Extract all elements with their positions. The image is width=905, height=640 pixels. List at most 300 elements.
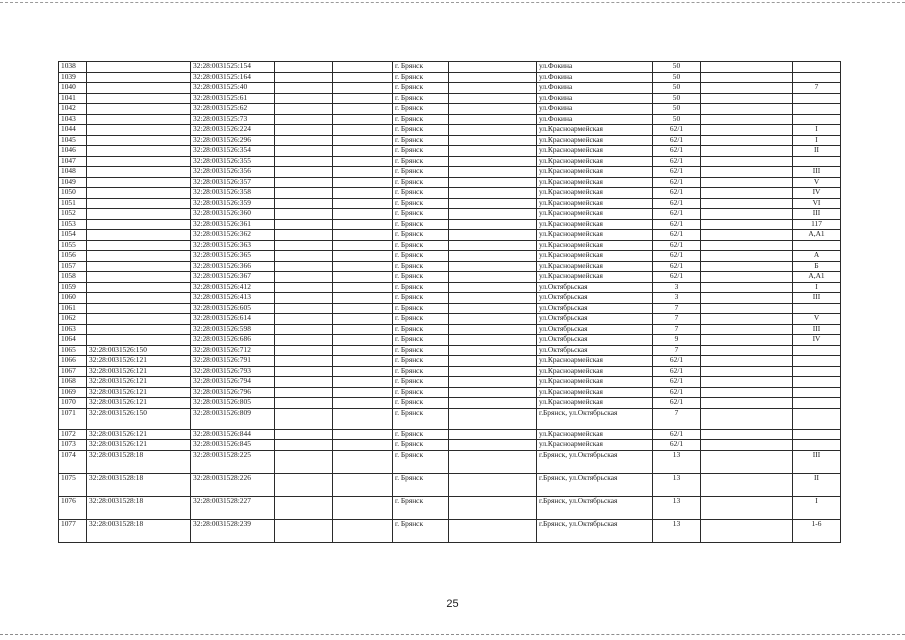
blank-cell-2: [333, 473, 393, 496]
parent-cadastral-cell: [87, 240, 191, 251]
city-cell: г. Брянск: [393, 366, 449, 377]
parent-cadastral-cell: [87, 114, 191, 125]
blank-cell-4: [701, 324, 793, 335]
parent-cadastral-cell: [87, 167, 191, 178]
cadastral-number-cell: 32:28:0031526:224: [191, 125, 275, 136]
blank-cell-2: [333, 345, 393, 356]
parent-cadastral-cell: [87, 104, 191, 115]
cadastral-number-cell: 32:28:0031526:367: [191, 272, 275, 283]
row-number-cell: 1070: [59, 398, 87, 409]
premises-cell: III: [793, 167, 841, 178]
street-cell: ул.Фокина: [537, 72, 653, 83]
cadastral-number-cell: 32:28:0031526:598: [191, 324, 275, 335]
table-row: [59, 440, 841, 451]
blank-cell-3: [449, 377, 537, 388]
blank-cell-1: [275, 177, 333, 188]
premises-cell: I: [793, 135, 841, 146]
blank-cell-1: [275, 261, 333, 272]
street-cell: ул.Октябрьская: [537, 282, 653, 293]
row-number-cell: 1047: [59, 156, 87, 167]
scan-edge-bottom: [0, 634, 905, 635]
city-cell: г. Брянск: [393, 72, 449, 83]
blank-cell-4: [701, 230, 793, 241]
premises-cell: [793, 377, 841, 388]
page-number: 25: [446, 598, 459, 610]
blank-cell-2: [333, 450, 393, 473]
blank-cell-4: [701, 473, 793, 496]
street-cell: ул.Красноармейская: [537, 135, 653, 146]
street-cell: ул.Октябрьская: [537, 345, 653, 356]
cadastral-number-cell: 32:28:0031526:413: [191, 293, 275, 304]
blank-cell-4: [701, 93, 793, 104]
house-number-cell: 50: [653, 62, 701, 73]
blank-cell-2: [333, 62, 393, 73]
table-row: [59, 198, 841, 209]
blank-cell-2: [333, 135, 393, 146]
blank-cell-3: [449, 188, 537, 199]
blank-cell-1: [275, 72, 333, 83]
city-cell: г. Брянск: [393, 188, 449, 199]
blank-cell-4: [701, 125, 793, 136]
table-row: [59, 261, 841, 272]
premises-cell: II: [793, 473, 841, 496]
street-cell: г.Брянск, ул.Октябрьская: [537, 408, 653, 429]
parent-cadastral-cell: [87, 62, 191, 73]
blank-cell-2: [333, 366, 393, 377]
table-row: [59, 519, 841, 542]
blank-cell-3: [449, 177, 537, 188]
premises-cell: А: [793, 251, 841, 262]
parent-cadastral-cell: [87, 177, 191, 188]
blank-cell-4: [701, 429, 793, 440]
blank-cell-3: [449, 356, 537, 367]
house-number-cell: 62/1: [653, 156, 701, 167]
street-cell: ул.Красноармейская: [537, 219, 653, 230]
blank-cell-3: [449, 335, 537, 346]
blank-cell-1: [275, 314, 333, 325]
premises-cell: [793, 408, 841, 429]
parent-cadastral-cell: [87, 93, 191, 104]
cadastral-number-cell: 32:28:0031525:73: [191, 114, 275, 125]
blank-cell-1: [275, 408, 333, 429]
row-number-cell: 1068: [59, 377, 87, 388]
parent-cadastral-cell: 32:28:0031528:18: [87, 496, 191, 519]
cadastral-number-cell: 32:28:0031526:844: [191, 429, 275, 440]
blank-cell-1: [275, 188, 333, 199]
house-number-cell: 13: [653, 496, 701, 519]
blank-cell-1: [275, 62, 333, 73]
parent-cadastral-cell: 32:28:0031526:150: [87, 408, 191, 429]
parent-cadastral-cell: 32:28:0031526:121: [87, 429, 191, 440]
table-row: [59, 377, 841, 388]
house-number-cell: 62/1: [653, 219, 701, 230]
cadastral-number-cell: 32:28:0031526:359: [191, 198, 275, 209]
city-cell: г. Брянск: [393, 146, 449, 157]
blank-cell-3: [449, 146, 537, 157]
parent-cadastral-cell: [87, 230, 191, 241]
cadastral-number-cell: 32:28:0031526:357: [191, 177, 275, 188]
blank-cell-1: [275, 398, 333, 409]
street-cell: ул.Красноармейская: [537, 356, 653, 367]
table-body: [59, 62, 841, 543]
blank-cell-4: [701, 62, 793, 73]
blank-cell-1: [275, 324, 333, 335]
street-cell: ул.Фокина: [537, 93, 653, 104]
blank-cell-2: [333, 146, 393, 157]
row-number-cell: 1042: [59, 104, 87, 115]
premises-cell: [793, 429, 841, 440]
row-number-cell: 1038: [59, 62, 87, 73]
table-row: [59, 282, 841, 293]
house-number-cell: 62/1: [653, 377, 701, 388]
house-number-cell: 3: [653, 282, 701, 293]
blank-cell-2: [333, 240, 393, 251]
street-cell: ул.Красноармейская: [537, 272, 653, 283]
table-row: [59, 335, 841, 346]
table-row: [59, 314, 841, 325]
blank-cell-1: [275, 104, 333, 115]
city-cell: г. Брянск: [393, 114, 449, 125]
blank-cell-4: [701, 303, 793, 314]
blank-cell-4: [701, 104, 793, 115]
blank-cell-3: [449, 156, 537, 167]
blank-cell-4: [701, 272, 793, 283]
house-number-cell: 62/1: [653, 251, 701, 262]
table-row: [59, 104, 841, 115]
blank-cell-4: [701, 83, 793, 94]
house-number-cell: 3: [653, 293, 701, 304]
blank-cell-2: [333, 303, 393, 314]
blank-cell-4: [701, 135, 793, 146]
blank-cell-1: [275, 83, 333, 94]
row-number-cell: 1071: [59, 408, 87, 429]
blank-cell-3: [449, 387, 537, 398]
blank-cell-3: [449, 303, 537, 314]
house-number-cell: 62/1: [653, 167, 701, 178]
blank-cell-3: [449, 240, 537, 251]
parent-cadastral-cell: [87, 303, 191, 314]
row-number-cell: 1050: [59, 188, 87, 199]
house-number-cell: 50: [653, 72, 701, 83]
cadastral-number-cell: 32:28:0031526:366: [191, 261, 275, 272]
row-number-cell: 1048: [59, 167, 87, 178]
blank-cell-2: [333, 272, 393, 283]
premises-cell: III: [793, 209, 841, 220]
table-row: [59, 62, 841, 73]
street-cell: ул.Красноармейская: [537, 156, 653, 167]
city-cell: г. Брянск: [393, 261, 449, 272]
blank-cell-3: [449, 261, 537, 272]
premises-cell: I: [793, 282, 841, 293]
premises-cell: [793, 156, 841, 167]
row-number-cell: 1043: [59, 114, 87, 125]
city-cell: г. Брянск: [393, 314, 449, 325]
cadastral-number-cell: 32:28:0031525:154: [191, 62, 275, 73]
blank-cell-2: [333, 377, 393, 388]
blank-cell-4: [701, 356, 793, 367]
row-number-cell: 1052: [59, 209, 87, 220]
table-row: [59, 345, 841, 356]
blank-cell-2: [333, 251, 393, 262]
street-cell: г.Брянск, ул.Октябрьская: [537, 496, 653, 519]
row-number-cell: 1045: [59, 135, 87, 146]
table-row: [59, 114, 841, 125]
blank-cell-1: [275, 496, 333, 519]
blank-cell-3: [449, 345, 537, 356]
street-cell: ул.Красноармейская: [537, 240, 653, 251]
blank-cell-3: [449, 230, 537, 241]
blank-cell-2: [333, 429, 393, 440]
blank-cell-3: [449, 62, 537, 73]
blank-cell-2: [333, 314, 393, 325]
blank-cell-2: [333, 230, 393, 241]
parent-cadastral-cell: [87, 72, 191, 83]
blank-cell-1: [275, 387, 333, 398]
street-cell: г.Брянск, ул.Октябрьская: [537, 450, 653, 473]
city-cell: г. Брянск: [393, 230, 449, 241]
city-cell: г. Брянск: [393, 282, 449, 293]
row-number-cell: 1061: [59, 303, 87, 314]
parent-cadastral-cell: [87, 324, 191, 335]
premises-cell: А,А1: [793, 272, 841, 283]
parent-cadastral-cell: 32:28:0031526:121: [87, 356, 191, 367]
city-cell: г. Брянск: [393, 496, 449, 519]
blank-cell-2: [333, 408, 393, 429]
table-row: [59, 366, 841, 377]
blank-cell-1: [275, 272, 333, 283]
cadastral-number-cell: 32:28:0031526:356: [191, 167, 275, 178]
parent-cadastral-cell: [87, 335, 191, 346]
parent-cadastral-cell: [87, 272, 191, 283]
blank-cell-1: [275, 473, 333, 496]
city-cell: г. Брянск: [393, 398, 449, 409]
blank-cell-1: [275, 156, 333, 167]
blank-cell-4: [701, 387, 793, 398]
city-cell: г. Брянск: [393, 324, 449, 335]
row-number-cell: 1067: [59, 366, 87, 377]
blank-cell-1: [275, 377, 333, 388]
blank-cell-2: [333, 72, 393, 83]
parent-cadastral-cell: [87, 251, 191, 262]
row-number-cell: 1053: [59, 219, 87, 230]
blank-cell-2: [333, 261, 393, 272]
blank-cell-3: [449, 135, 537, 146]
city-cell: г. Брянск: [393, 272, 449, 283]
parent-cadastral-cell: 32:28:0031528:18: [87, 450, 191, 473]
row-number-cell: 1062: [59, 314, 87, 325]
premises-cell: [793, 356, 841, 367]
blank-cell-2: [333, 440, 393, 451]
blank-cell-3: [449, 450, 537, 473]
blank-cell-3: [449, 293, 537, 304]
parent-cadastral-cell: 32:28:0031526:121: [87, 377, 191, 388]
city-cell: г. Брянск: [393, 125, 449, 136]
parent-cadastral-cell: 32:28:0031528:18: [87, 473, 191, 496]
city-cell: г. Брянск: [393, 335, 449, 346]
blank-cell-4: [701, 398, 793, 409]
city-cell: г. Брянск: [393, 251, 449, 262]
row-number-cell: 1055: [59, 240, 87, 251]
premises-cell: 7: [793, 83, 841, 94]
table-row: [59, 251, 841, 262]
blank-cell-4: [701, 261, 793, 272]
city-cell: г. Брянск: [393, 198, 449, 209]
blank-cell-2: [333, 167, 393, 178]
city-cell: г. Брянск: [393, 450, 449, 473]
cadastral-number-cell: 32:28:0031528:225: [191, 450, 275, 473]
house-number-cell: 50: [653, 114, 701, 125]
cadastral-number-cell: 32:28:0031528:227: [191, 496, 275, 519]
table-row: [59, 303, 841, 314]
blank-cell-4: [701, 366, 793, 377]
premises-cell: III: [793, 324, 841, 335]
house-number-cell: 13: [653, 519, 701, 542]
blank-cell-2: [333, 114, 393, 125]
blank-cell-2: [333, 125, 393, 136]
blank-cell-4: [701, 219, 793, 230]
cadastral-number-cell: 32:28:0031525:164: [191, 72, 275, 83]
street-cell: ул.Красноармейская: [537, 167, 653, 178]
blank-cell-1: [275, 219, 333, 230]
table-row: [59, 387, 841, 398]
house-number-cell: 62/1: [653, 272, 701, 283]
blank-cell-1: [275, 303, 333, 314]
cadastral-number-cell: 32:28:0031525:40: [191, 83, 275, 94]
row-number-cell: 1077: [59, 519, 87, 542]
house-number-cell: 62/1: [653, 440, 701, 451]
blank-cell-3: [449, 219, 537, 230]
row-number-cell: 1066: [59, 356, 87, 367]
blank-cell-1: [275, 167, 333, 178]
city-cell: г. Брянск: [393, 135, 449, 146]
street-cell: ул.Красноармейская: [537, 377, 653, 388]
city-cell: г. Брянск: [393, 408, 449, 429]
house-number-cell: 62/1: [653, 387, 701, 398]
street-cell: ул.Красноармейская: [537, 398, 653, 409]
parent-cadastral-cell: 32:28:0031528:18: [87, 519, 191, 542]
parent-cadastral-cell: [87, 209, 191, 220]
street-cell: ул.Фокина: [537, 83, 653, 94]
parent-cadastral-cell: [87, 156, 191, 167]
city-cell: г. Брянск: [393, 387, 449, 398]
cadastral-number-cell: 32:28:0031526:358: [191, 188, 275, 199]
blank-cell-3: [449, 251, 537, 262]
row-number-cell: 1046: [59, 146, 87, 157]
blank-cell-2: [333, 335, 393, 346]
blank-cell-3: [449, 440, 537, 451]
table-row: [59, 135, 841, 146]
table-row: [59, 146, 841, 157]
table-row: [59, 272, 841, 283]
house-number-cell: 62/1: [653, 429, 701, 440]
house-number-cell: 7: [653, 345, 701, 356]
street-cell: ул.Красноармейская: [537, 429, 653, 440]
blank-cell-1: [275, 429, 333, 440]
table-row: [59, 83, 841, 94]
premises-cell: Б: [793, 261, 841, 272]
house-number-cell: 62/1: [653, 188, 701, 199]
parent-cadastral-cell: 32:28:0031526:121: [87, 440, 191, 451]
blank-cell-2: [333, 188, 393, 199]
blank-cell-4: [701, 209, 793, 220]
city-cell: г. Брянск: [393, 440, 449, 451]
blank-cell-2: [333, 398, 393, 409]
blank-cell-1: [275, 93, 333, 104]
row-number-cell: 1054: [59, 230, 87, 241]
table-row: [59, 125, 841, 136]
cadastral-number-cell: 32:28:0031526:412: [191, 282, 275, 293]
cadastral-number-cell: 32:28:0031526:845: [191, 440, 275, 451]
street-cell: ул.Фокина: [537, 104, 653, 115]
cadastral-number-cell: 32:28:0031526:809: [191, 408, 275, 429]
premises-cell: I: [793, 125, 841, 136]
street-cell: г.Брянск, ул.Октябрьская: [537, 519, 653, 542]
blank-cell-3: [449, 496, 537, 519]
cadastral-number-cell: 32:28:0031526:791: [191, 356, 275, 367]
property-register-table: [58, 61, 841, 543]
blank-cell-4: [701, 440, 793, 451]
premises-cell: [793, 303, 841, 314]
premises-cell: [793, 114, 841, 125]
blank-cell-2: [333, 219, 393, 230]
row-number-cell: 1049: [59, 177, 87, 188]
blank-cell-3: [449, 104, 537, 115]
cadastral-number-cell: 32:28:0031526:296: [191, 135, 275, 146]
cadastral-number-cell: 32:28:0031526:712: [191, 345, 275, 356]
premises-cell: [793, 62, 841, 73]
row-number-cell: 1065: [59, 345, 87, 356]
house-number-cell: 50: [653, 104, 701, 115]
house-number-cell: 50: [653, 83, 701, 94]
parent-cadastral-cell: 32:28:0031526:150: [87, 345, 191, 356]
blank-cell-1: [275, 366, 333, 377]
blank-cell-4: [701, 408, 793, 429]
blank-cell-4: [701, 146, 793, 157]
table-row: [59, 93, 841, 104]
blank-cell-1: [275, 251, 333, 262]
house-number-cell: 62/1: [653, 398, 701, 409]
blank-cell-4: [701, 377, 793, 388]
street-cell: ул.Красноармейская: [537, 387, 653, 398]
blank-cell-1: [275, 356, 333, 367]
row-number-cell: 1075: [59, 473, 87, 496]
city-cell: г. Брянск: [393, 519, 449, 542]
row-number-cell: 1072: [59, 429, 87, 440]
premises-cell: [793, 240, 841, 251]
premises-cell: [793, 104, 841, 115]
scan-edge-top: [0, 2, 905, 3]
blank-cell-1: [275, 198, 333, 209]
table-row: [59, 473, 841, 496]
house-number-cell: 7: [653, 408, 701, 429]
premises-cell: [793, 93, 841, 104]
blank-cell-4: [701, 251, 793, 262]
cadastral-number-cell: 32:28:0031526:793: [191, 366, 275, 377]
house-number-cell: 62/1: [653, 209, 701, 220]
premises-cell: А,А1: [793, 230, 841, 241]
blank-cell-4: [701, 519, 793, 542]
cadastral-number-cell: 32:28:0031526:362: [191, 230, 275, 241]
table-row: [59, 72, 841, 83]
street-cell: ул.Красноармейская: [537, 366, 653, 377]
blank-cell-2: [333, 209, 393, 220]
parent-cadastral-cell: [87, 219, 191, 230]
blank-cell-1: [275, 335, 333, 346]
blank-cell-2: [333, 496, 393, 519]
street-cell: ул.Красноармейская: [537, 146, 653, 157]
street-cell: ул.Красноармейская: [537, 198, 653, 209]
street-cell: ул.Октябрьская: [537, 335, 653, 346]
